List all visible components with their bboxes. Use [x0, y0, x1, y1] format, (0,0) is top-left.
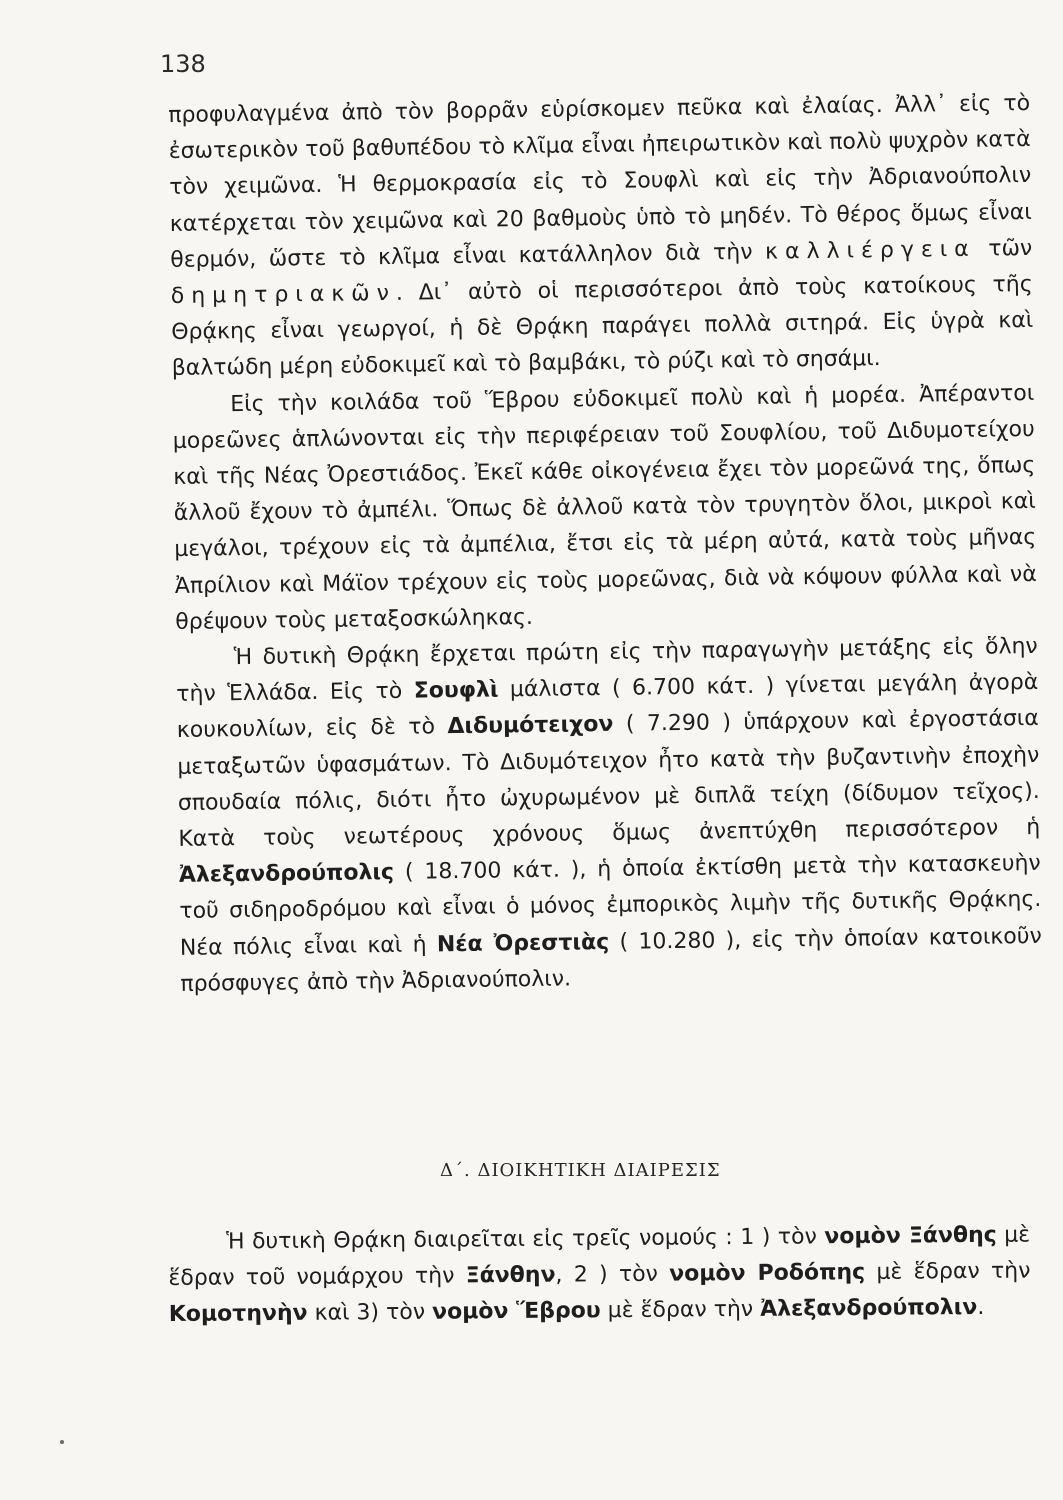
paragraph-admin-text-4: μὲ ἕδραν τὴν	[865, 1258, 1031, 1286]
bold-evros-prefecture: νομὸν Ἕβρου	[431, 1298, 601, 1326]
paragraph-climate-text-2: τῶν	[975, 235, 1033, 262]
bold-soufli: Σουφλὶ	[413, 677, 499, 704]
paragraph-admin-text-5: καὶ 3) τὸν	[307, 1300, 433, 1327]
paragraph-administration	[168, 1217, 1031, 1333]
paragraph-silk-text-5: ( 10.280 ), εἰς τὴν ὁποίαν κατοικοῦν πρόσφυγες ἀπὸ τὴν Ἀδριανούπολιν.	[180, 923, 1042, 997]
paper-speck	[60, 1440, 64, 1444]
bold-alexandroupolis: Ἀλεξανδρούπολις	[178, 860, 395, 889]
bold-didymoteicho: Διδυμότειχον	[447, 712, 614, 740]
administrative-text-block	[168, 1217, 1031, 1333]
paragraph-silk	[176, 629, 1043, 1003]
paragraph-admin-text-3: , 2 ) τὸν	[555, 1261, 670, 1288]
paragraph-climate	[168, 86, 1034, 388]
paragraph-silk-text-2: μάλιστα ( 6.700 κάτ. ) γίνεται μεγάλη ἀγορὰ κουκουλίων, εἰς δὲ τὸ	[176, 670, 1039, 744]
section-heading: Δ΄. ΔΙΟΙΚΗΤΙΚΗ ΔΙΑΙΡΕΣΙΣ	[440, 1160, 721, 1181]
spaced-word-cultivation: καλλιέργεια	[764, 236, 976, 265]
bold-xanthi: Ξάνθην	[465, 1262, 556, 1289]
bold-alexandroupolis-seat: Ἀλεξανδρούπολιν	[760, 1295, 978, 1323]
main-text-block	[168, 86, 1043, 1003]
paragraph-admin-text-7: .	[977, 1295, 985, 1321]
paragraph-silk-text-1: Ἡ δυτικὴ Θρᾴκη ἔρχεται πρώτη εἰς τὴν παραγωγὴν μετάξης εἰς ὅλην τὴν Ἑλλάδα. Εἰς τὸ	[176, 633, 1038, 708]
paragraph-silk-text-3: ( 7.290 ) ὑπάρχουν καὶ ἐργοστάσια μεταξωτῶν ὑφασμάτων. Τὸ Διδυμότειχον ἦτο κατὰ τὴν βυζαντινὴν ἐποχὴν σπουδαία πόλις, διότι ἦτο ὠχυρωμένον μὲ διπλᾶ τείχη (δίδυμον τεῖχος). Κατὰ τοὺς νεωτέρους χρόνους ὅμως ἀνεπτύχθη περισσότερον ἡ	[177, 706, 1041, 852]
bold-rhodope-prefecture: νομὸν Ροδόπης	[669, 1260, 866, 1287]
page-number: 138	[160, 50, 206, 78]
bold-xanthi-prefecture: νομὸν Ξάνθης	[824, 1222, 997, 1250]
bold-komotini: Κομοτηνὴν	[168, 1301, 308, 1328]
paragraph-climate-text-1: προφυλαγμένα ἀπὸ τὸν βορρᾶν εὑρίσκομεν πεῦκα καὶ ἐλαίας. Ἀλλ᾽ εἰς τὸ ἐσωτερικὸν τοῦ βαθυπέδου τὸ κλῖμα εἶναι ἠπειρωτικὸν καὶ πολὺ ψυχρὸν κατὰ τὸν χειμῶνα. Ἡ θερμοκρασία εἰς τὸ Σουφλὶ καὶ εἰς τὴν Ἀδριανούπολιν κατέρχεται τὸν χειμῶνα καὶ 20 βαθμοὺς ὑπὸ τὸ μηδέν. Τὸ θέρος ὅμως εἶναι θερμόν, ὥστε τὸ κλῖμα εἶναι κατάλληλον διὰ τὴν	[168, 90, 1032, 273]
paragraph-climate-text-3: . Δι᾽ αὐτὸ οἱ περισσότεροι ἀπὸ τοὺς κατοίκους τῆς Θρᾴκης εἶναι γεωργοί, ἡ δὲ Θρᾴκη παράγει πολλὰ σιτηρά. Εἰς ὑγρὰ καὶ βαλτώδη μέρη εὐδοκιμεῖ καὶ τὸ βαμβάκι, τὸ ρύζι καὶ τὸ σησάμι.	[171, 271, 1034, 382]
paragraph-mulberry: Εἰς τὴν κοιλάδα τοῦ Ἕβρου εὐδοκιμεῖ πολὺ καὶ ἡ μορέα. Ἀπέραντοι μορεῶνες ἁπλώνονται εἰς τὴν περιφέρειαν τοῦ Σουφλίου, τοῦ Διδυμοτείχου καὶ τῆς Νέας Ὀρεστιάδος. Ἐκεῖ κάθε οἰκογένεια ἔχει τὸν μορεῶνά της, ὅπως ἄλλοῦ ἔχουν τὸ ἀμπέλι. Ὅπως δὲ ἀλλοῦ κατὰ τὸν τρυγητὸν ὅλοι, μικροὶ καὶ μεγάλοι, τρέχουν εἰς τὰ ἀμπέλια, ἔτσι εἰς τὰ μέρη αὐτά, κατὰ τοὺς μῆνας Ἀπρίλιον καὶ Μάϊον τρέχουν εἰς τοὺς μορεῶνας, διὰ νὰ κόψουν φύλλα καὶ νὰ θρέψουν τοὺς μεταξοσκώληκας.	[172, 380, 1037, 635]
paragraph-admin-text-2: μὲ ἕδραν τοῦ νομάρχου τὴν	[168, 1222, 1031, 1292]
paragraph-silk-text-4: ( 18.700 κάτ. ), ἡ ὁποία ἐκτίσθη μετὰ τὴν κατασκευὴν τοῦ σιδηροδρόμου καὶ εἶναι ὁ μόνος ἐμπορικὸς λιμὴν τῆς δυτικῆς Θρᾴκης. Νέα πόλις εἶναι καὶ ἡ	[179, 851, 1042, 961]
paragraph-admin-text-1: Ἡ δυτικὴ Θρᾴκη διαιρεῖται εἰς τρεῖς νομούς : 1 ) τὸν	[226, 1224, 825, 1255]
spaced-word-cereals: δημητριακῶν	[170, 280, 397, 309]
paragraph-admin-text-6: μὲ ἕδραν τὴν	[600, 1297, 761, 1324]
bold-nea-orestias: Νέα Ὀρεστιὰς	[436, 929, 610, 957]
